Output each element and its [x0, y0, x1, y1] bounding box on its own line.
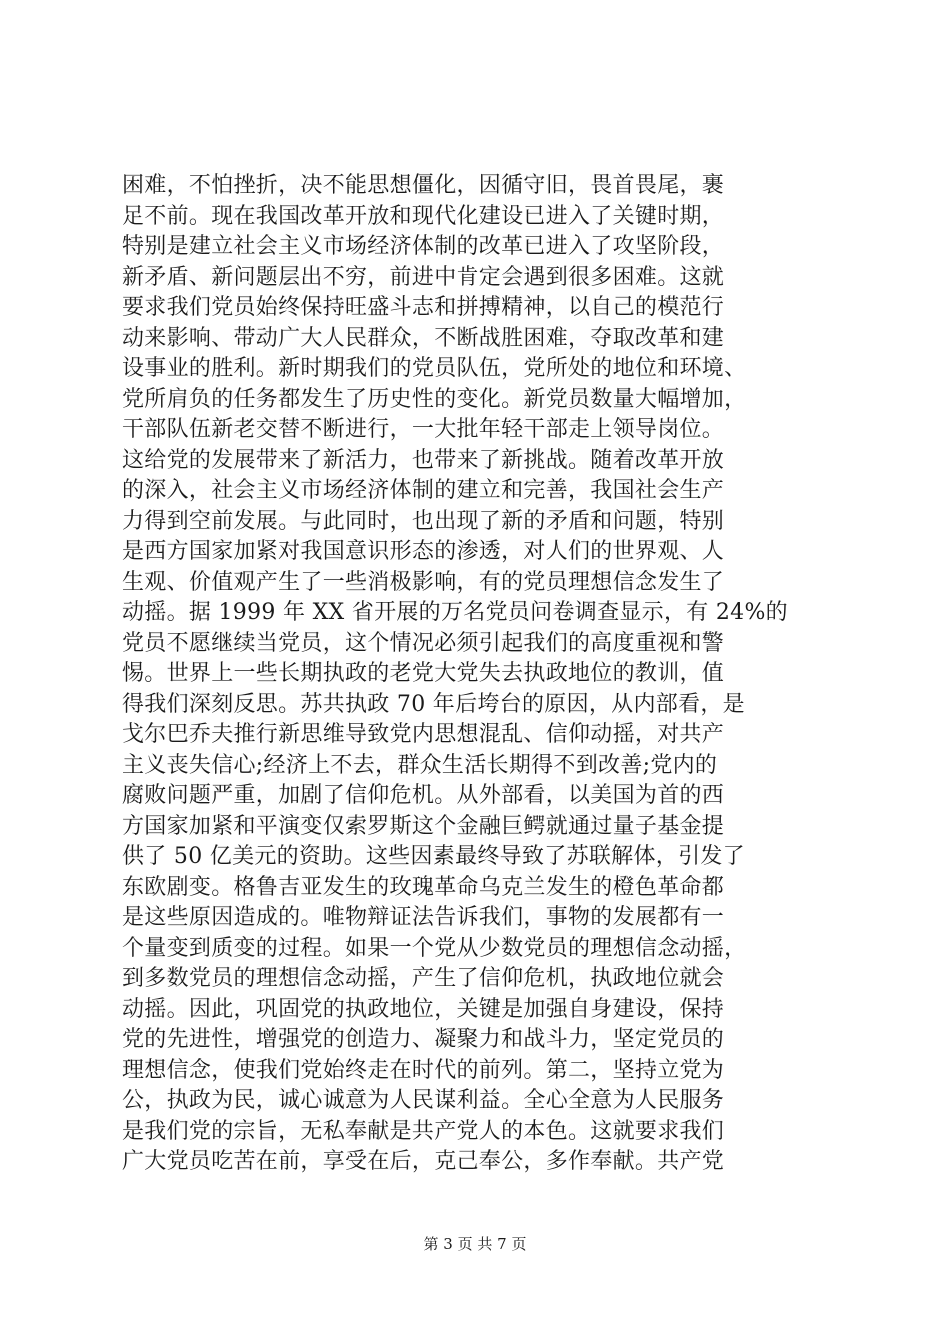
text-line: 的深入，社会主义市场经济体制的建立和完善，我国社会生产 [122, 478, 725, 503]
body-text [122, 171, 834, 1178]
text-line: 这给党的发展带来了新活力，也带来了新挑战。随着改革开放 [122, 447, 725, 473]
text-line: 动来影响、带动广大人民群众，不断战胜困难，夺取改革和建 [122, 325, 725, 351]
text-line: 党所肩负的任务都发生了历史性的变化。新党员数量大幅增加， [122, 386, 747, 412]
text-line: 特别是建立社会主义市场经济体制的改革已进入了攻坚阶段， [122, 234, 725, 259]
text-line: 是这些原因造成的。唯物辩证法告诉我们，事物的发展都有一 [122, 905, 725, 930]
text-line: 动摇。据 1999 年 XX 省开展的万名党员问卷调查显示，有 24%的 [122, 600, 788, 625]
text-line: 个量变到质变的过程。如果一个党从少数党员的理想信念动摇， [122, 935, 747, 961]
text-line: 生观、价值观产生了一些消极影响，有的党员理想信念发生了 [122, 569, 725, 595]
text-line: 到多数党员的理想信念动摇，产生了信仰危机，执政地位就会 [122, 966, 725, 991]
text-line: 困难，不怕挫折，决不能思想僵化，因循守旧，畏首畏尾，裹 [122, 173, 725, 198]
text-line: 戈尔巴乔夫推行新思维导致党内思想混乱、信仰动摇，对共产 [122, 722, 725, 747]
text-line: 要求我们党员始终保持旺盛斗志和拼搏精神，以自己的模范行 [122, 295, 725, 320]
text-line: 是我们党的宗旨，无私奉献是共产党人的本色。这就要求我们 [122, 1118, 725, 1144]
text-line: 腐败问题严重，加剧了信仰危机。从外部看，以美国为首的西 [122, 783, 725, 808]
page-number-footer: 第 3 页 共 7 页 [423, 1235, 527, 1253]
text-line: 主义丧失信心;经济上不去，群众生活长期得不到改善;党内的 [122, 752, 718, 778]
text-line: 惕。世界上一些长期执政的老党大党失去执政地位的教训，值 [122, 661, 725, 686]
text-line: 方国家加紧和平演变仅索罗斯这个金融巨鳄就通过量子基金提 [122, 813, 725, 839]
text-line: 设事业的胜利。新时期我们的党员队伍，党所处的地位和环境、 [122, 356, 747, 381]
text-line: 供了 50 亿美元的资助。这些因素最终导致了苏联解体，引发了 [122, 844, 745, 869]
text-line: 干部队伍新老交替不断进行，一大批年轻干部走上领导岗位。 [122, 417, 725, 442]
text-line: 东欧剧变。格鲁吉亚发生的玫瑰革命乌克兰发生的橙色革命都 [122, 874, 725, 900]
text-line: 力得到空前发展。与此同时，也出现了新的矛盾和问题，特别 [122, 508, 725, 534]
text-line: 党的先进性，增强党的创造力、凝聚力和战斗力，坚定党员的 [122, 1027, 725, 1052]
text-line: 足不前。现在我国改革开放和现代化建设已进入了关键时期， [122, 203, 725, 229]
text-line: 动摇。因此，巩固党的执政地位，关键是加强自身建设，保持 [122, 996, 725, 1022]
text-line: 公，执政为民，诚心诚意为人民谋利益。全心全意为人民服务 [122, 1088, 725, 1113]
text-line: 新矛盾、新问题层出不穷，前进中肯定会遇到很多困难。这就 [122, 264, 725, 290]
text-line: 得我们深刻反思。苏共执政 70 年后垮台的原因，从内部看，是 [122, 691, 745, 717]
text-line: 是西方国家加紧对我国意识形态的渗透，对人们的世界观、人 [122, 539, 725, 564]
text-line: 党员不愿继续当党员，这个情况必须引起我们的高度重视和警 [122, 630, 725, 656]
text-line: 理想信念，使我们党始终走在时代的前列。第二，坚持立党为 [122, 1057, 725, 1083]
text-line: 广大党员吃苦在前，享受在后，克己奉公，多作奉献。共产党 [122, 1149, 725, 1174]
